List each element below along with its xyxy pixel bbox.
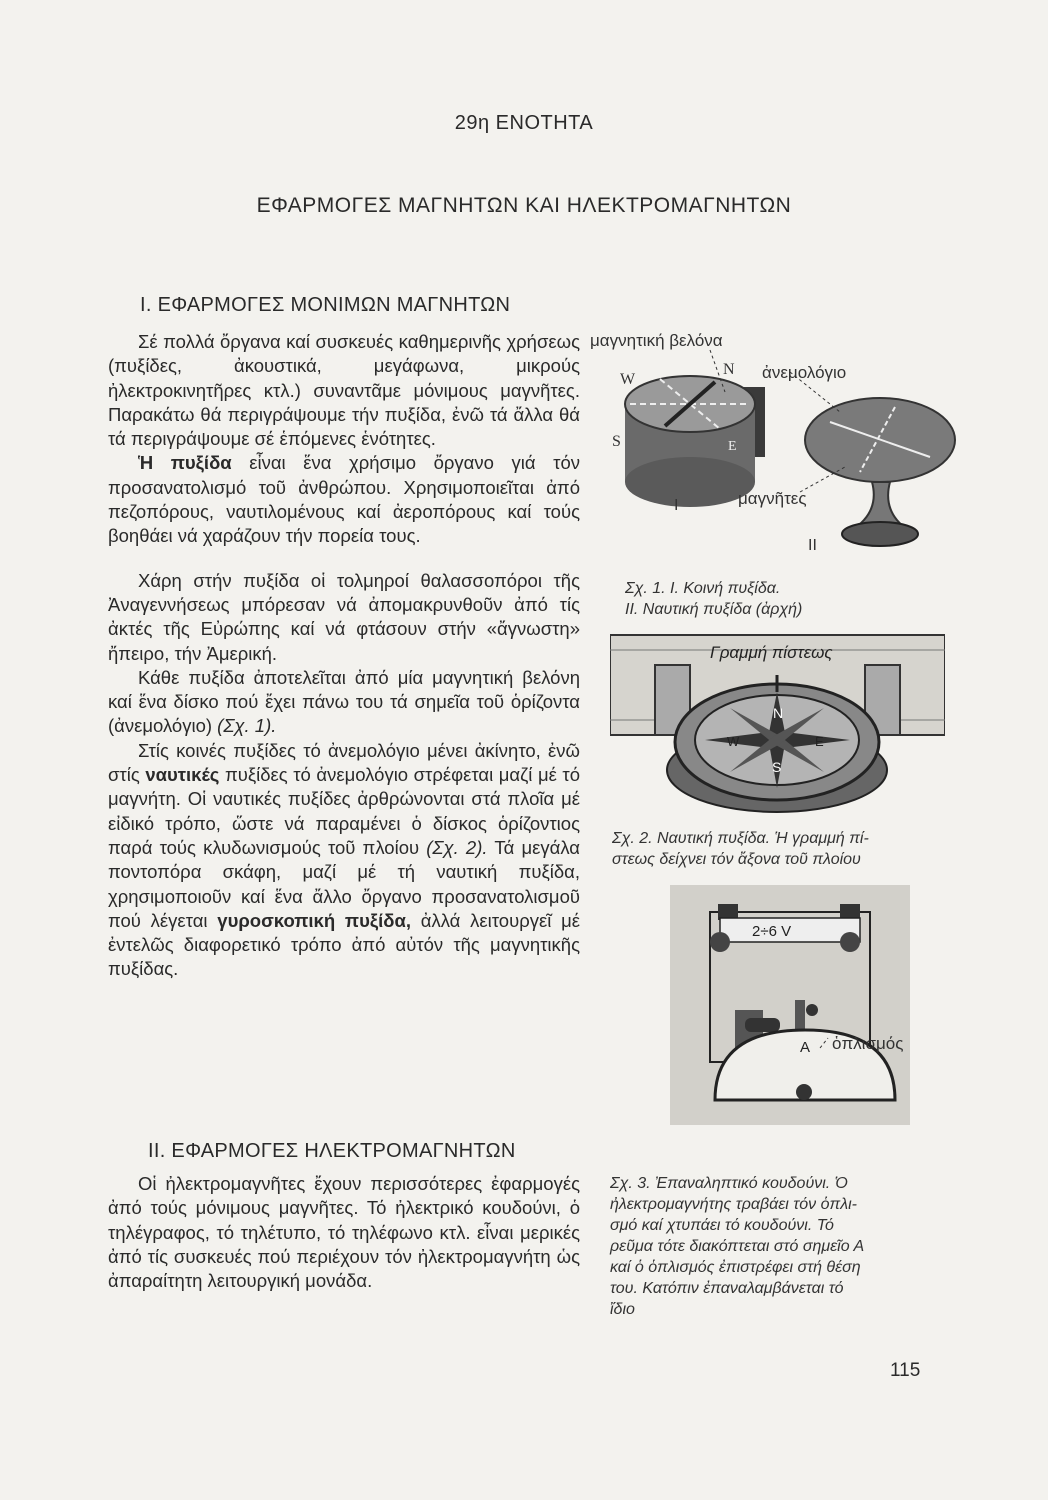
figure1-caption-line2: ΙΙ. Ναυτική πυξίδα (ἀρχή) <box>625 601 803 618</box>
contact-point-a: A <box>800 1039 811 1056</box>
letter-s: S <box>612 433 621 450</box>
figure3-electric-bell-illustration <box>660 880 950 1140</box>
rose-letter-w: W <box>727 734 740 749</box>
section2-text <box>108 1172 580 1293</box>
roman-one: I <box>674 497 679 514</box>
voltage-label: 2÷6 V <box>752 923 792 940</box>
common-compass <box>625 376 765 507</box>
armature-label: ὁπλισμός <box>832 1034 904 1053</box>
label-magnetic-needle: μαγνητική βελόνα <box>590 331 723 350</box>
unit-title: 29η ΕΝΟΤΗΤΑ <box>454 112 594 134</box>
figure3-caption-line5: καί ὁ ὁπλισμός ἐπιστρέφει στή θέση <box>610 1259 861 1276</box>
figure2-nautical-compass-illustration <box>610 630 945 820</box>
figure-ref-1: (Σχ. 1). <box>217 715 277 737</box>
nautical-compass <box>805 398 955 546</box>
label-wind-rose: ἀνεμολόγιο <box>762 363 847 382</box>
compass-parts-text: Κάθε πυξίδα ἀποτελεῖται ἀπό μία μαγνητική βελόνη καί ἕνα δίσκο πού ἔχει πάνω του τά σημεῖα τοῦ ὁρίζοντα (ἀνεμολόγιο) <box>108 666 580 737</box>
section1-paragraph-3: Χάρη στήν πυξίδα οἱ τολμηροί θαλασσοπόροι τῆς Ἀναγεννήσεως μπόρεσαν νά ἀπομακρυνθοῦν ἀπό τίς ἀκτές τῆς Εὐρώπης καί νά φτάσουν στήν «ἄγνωστη» ἤπειρο, τήν Ἀμερική. <box>108 569 580 664</box>
section1-paragraph-4 <box>108 666 580 739</box>
page-title: ΕΦΑΡΜΟΓΕΣ ΜΑΓΝΗΤΩΝ ΚΑΙ ΗΛΕΚΤΡΟΜΑΓΝΗΤΩΝ <box>256 194 792 217</box>
section1-paragraph-5 <box>108 739 580 982</box>
label-lubber-line: Γραμμή πίστεως <box>710 643 833 662</box>
section1-paragraph-2 <box>108 451 580 548</box>
figure3-caption-line3: σμό καί χτυπάει τό κουδούνι. Τό <box>610 1217 834 1234</box>
section1-paragraph-1: Σέ πολλά ὄργανα καί συσκευές καθημερινῆς χρήσεως (πυξίδες, ἀκουστικά, μεγάφωνα, μικρούς ἠλεκτροκινητῆρες κτλ.) συναντᾶμε μόνιμους μαγνῆτες. Παρακάτω θά περιγράψουμε τήν πυξίδα, ἐνῶ τά ἄλλα θά τά περιγράψουμε σέ ἑπόμενες ἑνότητες. <box>108 331 580 450</box>
section1-heading: Ι. ΕΦΑΡΜΟΓΕΣ ΜΟΝΙΜΩΝ ΜΑΓΝΗΤΩΝ <box>140 294 511 316</box>
figure3-caption <box>610 1173 940 1320</box>
roman-two: II <box>808 537 817 554</box>
figure3-caption-line4: ρεῦμα τότε διακόπτεται στό σημεῖο Α <box>610 1238 865 1255</box>
figure1-caption-line1: Σχ. 1. Ι. Κοινή πυξίδα. <box>625 580 781 597</box>
rose-letter-n: N <box>773 705 784 721</box>
letter-n: N <box>723 361 735 378</box>
rose-letter-e: E <box>815 734 824 749</box>
figure-ref-2: (Σχ. 2). <box>426 836 488 858</box>
p5-part-c: Τά μεγάλα ποντοπόρα σκάφη, μαζί μέ τή ναυτική πυξίδα, χρησιμοποιοῦν καί ἕνα ἄλλο ὄργανο προσανατολισμοῦ πού λέγεται <box>108 836 580 931</box>
figure2-caption-line1: Σχ. 2. Ναυτική πυξίδα. Ἡ γραμμή πί- <box>612 830 869 847</box>
figure3-caption-line7: ἴδιο <box>610 1301 635 1318</box>
figure3-caption-line1: Σχ. 3. Ἐπαναληπτικό κουδούνι. Ὁ <box>610 1175 848 1192</box>
p5-part-d: ἀλλά λειτουργεῖ μέ ἐντελῶς διαφορετικό τρόπο ἀπό αὐτόν τῆς μαγνητικῆς πυξίδας. <box>108 909 580 980</box>
page-number: 115 <box>890 1360 921 1381</box>
letter-e: E <box>728 439 737 454</box>
rose-letter-s: S <box>772 759 782 775</box>
figure1-caption <box>625 578 955 620</box>
gyrocompass-term: γυροσκοπική πυξίδα, <box>217 909 411 931</box>
compass-term: Ἡ πυξίδα <box>138 452 232 474</box>
section2-paragraph-1: Οἱ ἠλεκτρομαγνῆτες ἔχουν περισσότερες ἐφαρμογές ἀπό τούς μόνιμους μαγνῆτες. Τό ἠλεκτρικό κουδούνι, ὁ τηλέγραφος, τό τηλέτυπο, τό τηλέφωνο κτλ. εἶναι μερικές ἀπό τίς συσκευές πού περιέχουν τόν ἠλεκτρομαγνήτη ὡς ἀπαραίτητη λειτουργική μονάδα. <box>108 1173 580 1292</box>
compass-definition: εἶναι ἕνα χρήσιμο ὄργανο γιά τόν προσανατολισμό τοῦ ἀνθρώπου. Χρησιμοποιεῖται ἀπό πεζοπόρους, ναυτιλομένους καί ἀεροπόρους καί τούς βοηθάει νά χαράζουν τήν πορεία τους. <box>108 452 580 547</box>
figure2-caption <box>612 828 942 870</box>
label-magnets: μαγνῆτες <box>738 489 807 508</box>
figure2-caption-line2: στεως δείχνει τόν ἄξονα τοῦ πλοίου <box>612 851 861 868</box>
letter-w: W <box>620 371 636 388</box>
section1-text <box>108 330 580 982</box>
nautical-term: ναυτικές <box>145 764 220 786</box>
figure3-caption-line2: ἠλεκτρομαγνήτης τραβάει τόν ὁπλι- <box>610 1196 857 1213</box>
figure1-compass-illustration <box>590 322 960 562</box>
p5-part-b: πυξίδες τό ἀνεμολόγιο στρέφεται μαζί μέ τό μαγνήτη. Οἱ ναυτικές πυξίδες ἀρθρώνονται στά πλοῖα μέ εἰδικό τρόπο, ὥστε νά παραμένει ὁ δίσκος ὁρίζοντιος παρά τούς κλυδωνισμούς τοῦ πλοίου <box>108 764 580 858</box>
section2-heading: ΙΙ. ΕΦΑΡΜΟΓΕΣ ΗΛΕΚΤΡΟΜΑΓΝΗΤΩΝ <box>148 1140 516 1162</box>
p5-part-a: Στίς κοινές πυξίδες τό ἀνεμολόγιο μένει ἀκίνητο, ἐνῶ στίς <box>108 739 580 786</box>
figure3-caption-line6: του. Κατόπιν ἐπαναλαμβάνεται τό <box>610 1280 844 1297</box>
